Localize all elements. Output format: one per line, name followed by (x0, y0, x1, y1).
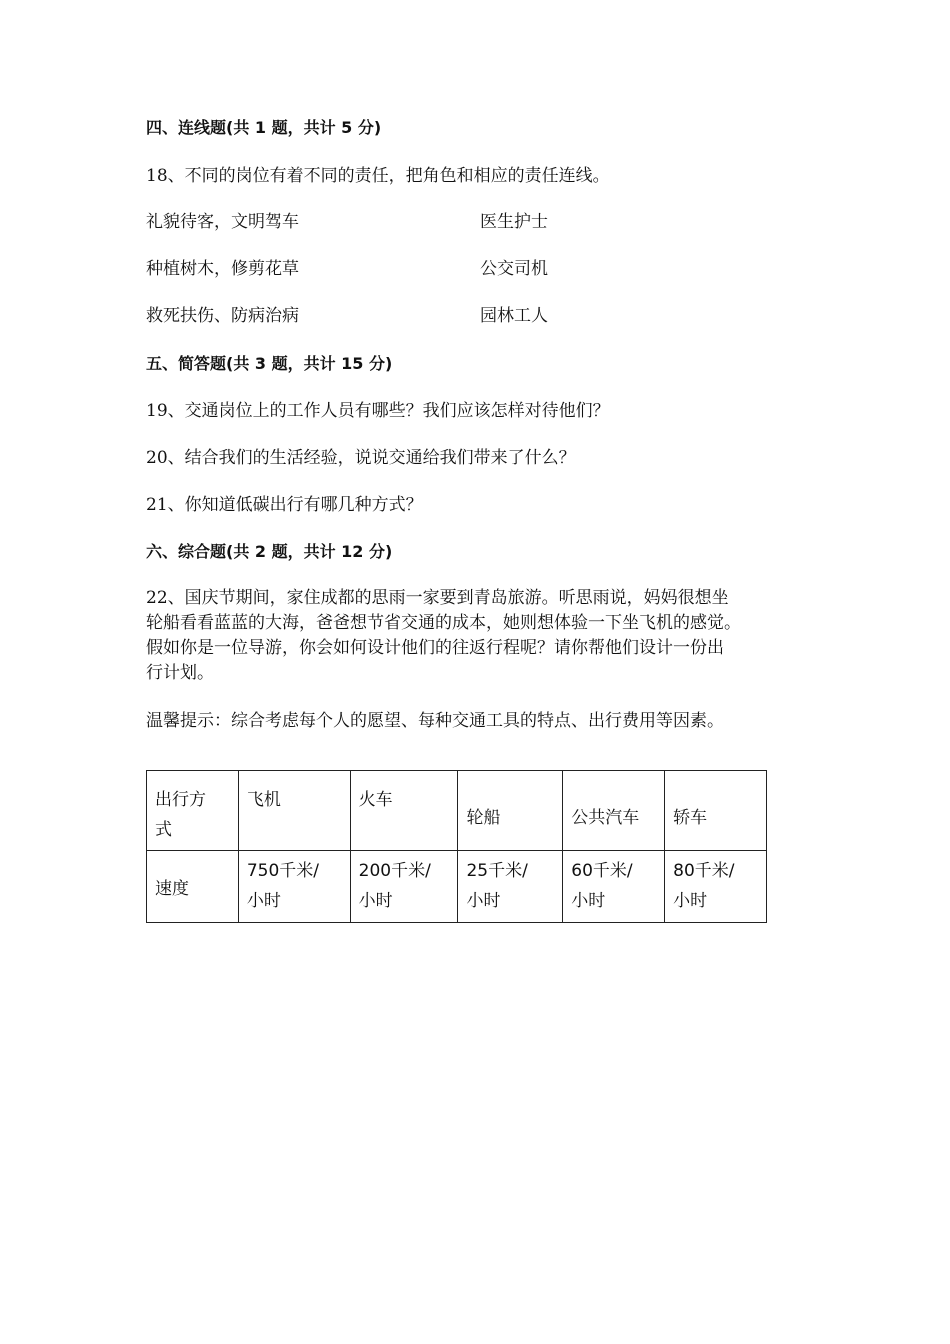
match-right-item-1: 医生护士 (480, 212, 548, 232)
question-22-line: 行计划。 (146, 663, 214, 683)
section-4-heading: 四、连线题(共 1 题，共计 5 分) (146, 118, 382, 137)
header-label-line-1: 出行方 (155, 790, 206, 810)
speed-value: 200千米/ (358, 861, 431, 881)
mode-cell-train: 火车 (350, 771, 458, 851)
speed-unit: 小时 (466, 891, 501, 911)
question-22-line: 22、国庆节期间，家住成都的思雨一家要到青岛旅游。听思雨说，妈妈很想坐 (146, 588, 729, 608)
speed-cell-plane (238, 851, 350, 923)
question-19: 19、交通岗位上的工作人员有哪些？我们应该怎样对待他们？ (146, 401, 610, 421)
speed-cell-ship (458, 851, 563, 923)
speed-label-cell: 速度 (147, 851, 239, 923)
section-5-heading: 五、简答题(共 3 题，共计 15 分) (146, 354, 393, 373)
speed-value: 80千米/ (673, 861, 735, 881)
question-20: 20、结合我们的生活经验，说说交通给我们带来了什么？ (146, 448, 576, 468)
speed-cell-car (665, 851, 767, 923)
match-left-item-1: 礼貌待客，文明驾车 (146, 212, 299, 232)
question-21: 21、你知道低碳出行有哪几种方式？ (146, 495, 423, 515)
question-22 (146, 586, 826, 686)
table-header-label-cell (147, 771, 239, 851)
speed-unit: 小时 (246, 891, 281, 911)
header-label-line-2: 式 (155, 820, 172, 840)
question-18: 18、不同的岗位有着不同的责任，把角色和相应的责任连线。 (146, 166, 610, 186)
speed-cell-train (350, 851, 458, 923)
speed-unit: 小时 (358, 891, 393, 911)
speed-cell-bus (563, 851, 665, 923)
mode-cell-plane: 飞机 (238, 771, 350, 851)
match-right-item-3: 园林工人 (480, 306, 548, 326)
mode-cell-car: 轿车 (665, 771, 767, 851)
speed-value: 25千米/ (466, 861, 528, 881)
speed-unit: 小时 (673, 891, 708, 911)
table-row (147, 771, 767, 851)
question-22-line: 轮船看看蓝蓝的大海，爸爸想节省交通的成本，她则想体验一下坐飞机的感觉。 (146, 613, 741, 633)
hint-text: 温馨提示：综合考虑每个人的愿望、每种交通工具的特点、出行费用等因素。 (146, 711, 724, 731)
section-6-heading: 六、综合题(共 2 题，共计 12 分) (146, 542, 393, 561)
speed-unit: 小时 (571, 891, 606, 911)
table-row (147, 851, 767, 923)
match-left-item-3: 救死扶伤、防病治病 (146, 306, 299, 326)
travel-mode-table (146, 770, 767, 923)
mode-cell-bus: 公共汽车 (563, 771, 665, 851)
speed-value: 750千米/ (246, 861, 320, 881)
mode-cell-ship: 轮船 (458, 771, 563, 851)
match-left-item-2: 种植树木，修剪花草 (146, 259, 299, 279)
match-right-item-2: 公交司机 (480, 259, 548, 279)
question-22-line: 假如你是一位导游，你会如何设计他们的往返行程呢？请你帮他们设计一份出 (146, 638, 724, 658)
speed-value: 60千米/ (571, 861, 633, 881)
